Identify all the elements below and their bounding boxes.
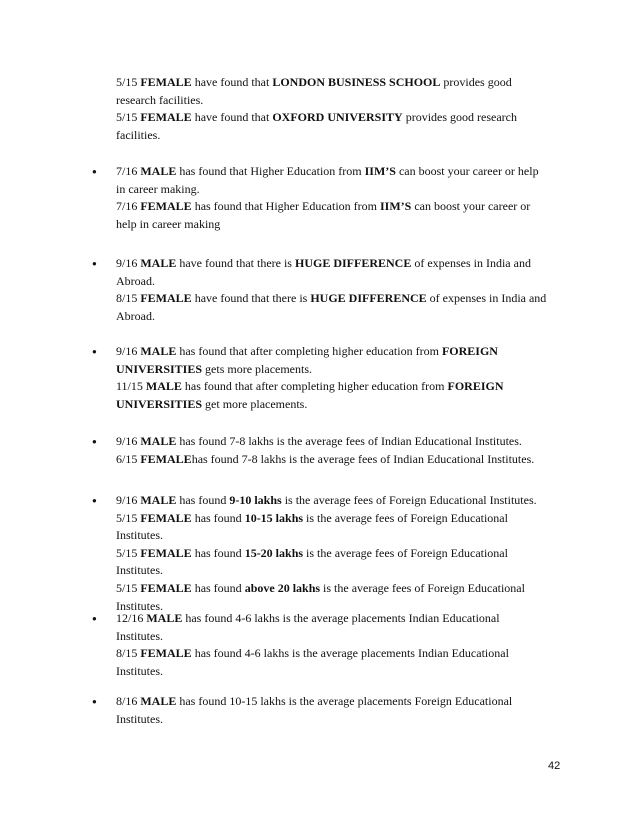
- bold-text: FEMALE: [140, 291, 192, 306]
- text-run: provides good research: [402, 110, 517, 125]
- text-run: can boost your career or: [411, 199, 531, 214]
- list-item: [116, 492, 568, 615]
- bold-text: MALE: [140, 344, 177, 358]
- text-line: [116, 378, 568, 396]
- bold-text: FEMALE: [140, 451, 192, 466]
- bullet-icon: [92, 492, 97, 511]
- text-run: 11/15: [116, 379, 146, 394]
- text-line: [116, 273, 568, 291]
- text-run: has found: [176, 493, 230, 507]
- bold-text: MALE: [145, 379, 182, 394]
- list-item: [116, 343, 568, 413]
- text-line: [116, 693, 568, 711]
- text-run: has found 10-15 lakhs is the average placements Foreign Educational: [176, 694, 513, 708]
- bold-text: FEMALE: [140, 199, 192, 214]
- text-run: Abroad.: [116, 308, 155, 323]
- text-run: have found that: [191, 75, 273, 89]
- bold-text: FEMALE: [140, 545, 192, 560]
- text-run: has found: [191, 545, 245, 560]
- text-run: have found that there is: [176, 256, 295, 270]
- text-run: has found: [191, 510, 245, 525]
- text-run: 12/16: [116, 611, 147, 625]
- text-run: of expenses in India and: [411, 256, 531, 270]
- text-run: 5/15: [116, 75, 141, 89]
- list-item: [116, 693, 568, 728]
- text-line: [116, 510, 568, 528]
- text-run: has found 7-8 lakhs is the average fees of Indian Educational Institutes.: [176, 434, 522, 448]
- text-run: 8/15: [116, 291, 141, 306]
- list-item: [116, 163, 568, 233]
- text-line: [116, 74, 568, 92]
- text-line: [116, 711, 568, 729]
- text-run: 7/16: [116, 164, 141, 178]
- bold-text: IIM’S: [364, 164, 396, 178]
- text-run: 6/15: [116, 451, 141, 466]
- text-line: [116, 663, 568, 681]
- bullet-icon: [92, 433, 97, 452]
- text-run: has found 7-8 lakhs is the average fees of Indian Educational Institutes.: [191, 451, 535, 466]
- bold-text: MALE: [140, 694, 177, 708]
- bold-text: MALE: [140, 493, 177, 507]
- text-run: 5/15: [116, 110, 141, 125]
- text-run: can boost your career or help: [395, 164, 539, 178]
- text-line: [116, 255, 568, 273]
- text-run: 9/16: [116, 256, 141, 270]
- bold-text: FEMALE: [140, 646, 192, 661]
- text-run: 5/15: [116, 580, 141, 595]
- text-run: has found that after completing higher education from: [181, 379, 448, 394]
- text-line: [116, 181, 568, 199]
- text-line: [116, 451, 568, 469]
- text-line: [116, 308, 568, 326]
- text-run: has found that Higher Education from: [191, 199, 380, 214]
- text-run: is the average fees of Foreign Educational Institutes.: [281, 493, 537, 507]
- bold-text: 15-20 lakhs: [244, 545, 304, 560]
- bold-text: MALE: [140, 256, 177, 270]
- text-run: has found: [191, 580, 245, 595]
- bold-text: HUGE DIFFERENCE: [294, 256, 412, 270]
- text-run: of expenses in India and: [426, 291, 547, 306]
- bold-text: FEMALE: [140, 110, 192, 125]
- bold-text: MALE: [146, 611, 183, 625]
- text-run: Institutes.: [116, 711, 163, 726]
- text-line: [116, 610, 568, 628]
- text-run: help in career making: [116, 216, 221, 231]
- text-run: gets more placements.: [202, 361, 313, 376]
- text-line: [116, 545, 568, 563]
- text-run: has found 4-6 lakhs is the average placements Indian Educational: [191, 646, 509, 661]
- text-line: [116, 645, 568, 663]
- bold-text: 9-10 lakhs: [229, 493, 282, 507]
- bold-text: MALE: [140, 164, 177, 178]
- bullet-icon: [92, 343, 97, 362]
- text-run: have found that there is: [191, 291, 311, 306]
- text-run: Abroad.: [116, 273, 155, 288]
- bold-text: UNIVERSITIES: [116, 396, 203, 411]
- text-line: [116, 216, 568, 234]
- text-run: 9/16: [116, 344, 141, 358]
- list-item: [116, 255, 568, 325]
- page-number: 42: [548, 760, 561, 772]
- text-run: get more placements.: [202, 396, 308, 411]
- bold-text: 10-15 lakhs: [244, 510, 304, 525]
- text-run: has found that Higher Education from: [176, 164, 365, 178]
- text-run: is the average fees of Foreign Educational: [303, 545, 508, 560]
- text-run: 9/16: [116, 434, 141, 448]
- bold-text: HUGE DIFFERENCE: [310, 291, 427, 306]
- bold-text: IIM’S: [379, 199, 412, 214]
- text-run: facilities.: [116, 127, 161, 142]
- text-run: 5/15: [116, 510, 141, 525]
- text-run: have found that: [191, 110, 273, 125]
- text-run: provides good: [440, 75, 512, 89]
- bullet-icon: [92, 255, 97, 274]
- text-line: [116, 109, 568, 127]
- text-run: 9/16: [116, 493, 141, 507]
- text-line: [116, 396, 568, 414]
- text-run: 8/16: [116, 694, 141, 708]
- bold-text: FEMALE: [140, 75, 192, 89]
- text-run: 5/15: [116, 545, 141, 560]
- text-run: has found 4-6 lakhs is the average placements Indian Educational: [182, 611, 500, 625]
- bullet-icon: [92, 610, 97, 629]
- text-run: is the average fees of Foreign Educational: [303, 510, 508, 525]
- text-line: [116, 198, 568, 216]
- text-line: [116, 163, 568, 181]
- text-line: [116, 492, 568, 510]
- list-item: [116, 433, 568, 468]
- text-line: [116, 433, 568, 451]
- text-line: [116, 92, 568, 110]
- list-item: [116, 610, 568, 680]
- text-run: in career making.: [116, 181, 200, 196]
- bold-text: above 20 lakhs: [244, 580, 321, 595]
- bold-text: MALE: [140, 434, 177, 448]
- text-line: [116, 127, 568, 145]
- list-item: [116, 74, 568, 144]
- bullet-icon: [92, 163, 97, 182]
- text-run: Institutes.: [116, 663, 163, 678]
- text-run: Institutes.: [116, 528, 163, 543]
- text-line: [116, 562, 568, 580]
- bold-text: UNIVERSITIES: [116, 361, 203, 376]
- bold-text: LONDON BUSINESS SCHOOL: [272, 75, 441, 89]
- bold-text: FOREIGN: [447, 379, 504, 394]
- text-run: research facilities.: [116, 92, 204, 107]
- text-run: Institutes.: [116, 598, 163, 613]
- text-line: [116, 343, 568, 361]
- text-run: 8/15: [116, 646, 141, 661]
- text-run: is the average fees of Foreign Educational: [320, 580, 525, 595]
- text-line: [116, 527, 568, 545]
- bold-text: OXFORD UNIVERSITY: [272, 110, 403, 125]
- text-line: [116, 628, 568, 646]
- bold-text: FOREIGN: [441, 344, 498, 358]
- text-line: [116, 580, 568, 598]
- bold-text: FEMALE: [140, 580, 192, 595]
- text-run: Institutes.: [116, 628, 163, 643]
- text-run: has found that after completing higher education from: [176, 344, 442, 358]
- bullet-icon: [92, 693, 97, 712]
- text-run: 7/16: [116, 199, 141, 214]
- text-line: [116, 361, 568, 379]
- bold-text: FEMALE: [140, 510, 192, 525]
- text-line: [116, 290, 568, 308]
- text-run: Institutes.: [116, 563, 163, 578]
